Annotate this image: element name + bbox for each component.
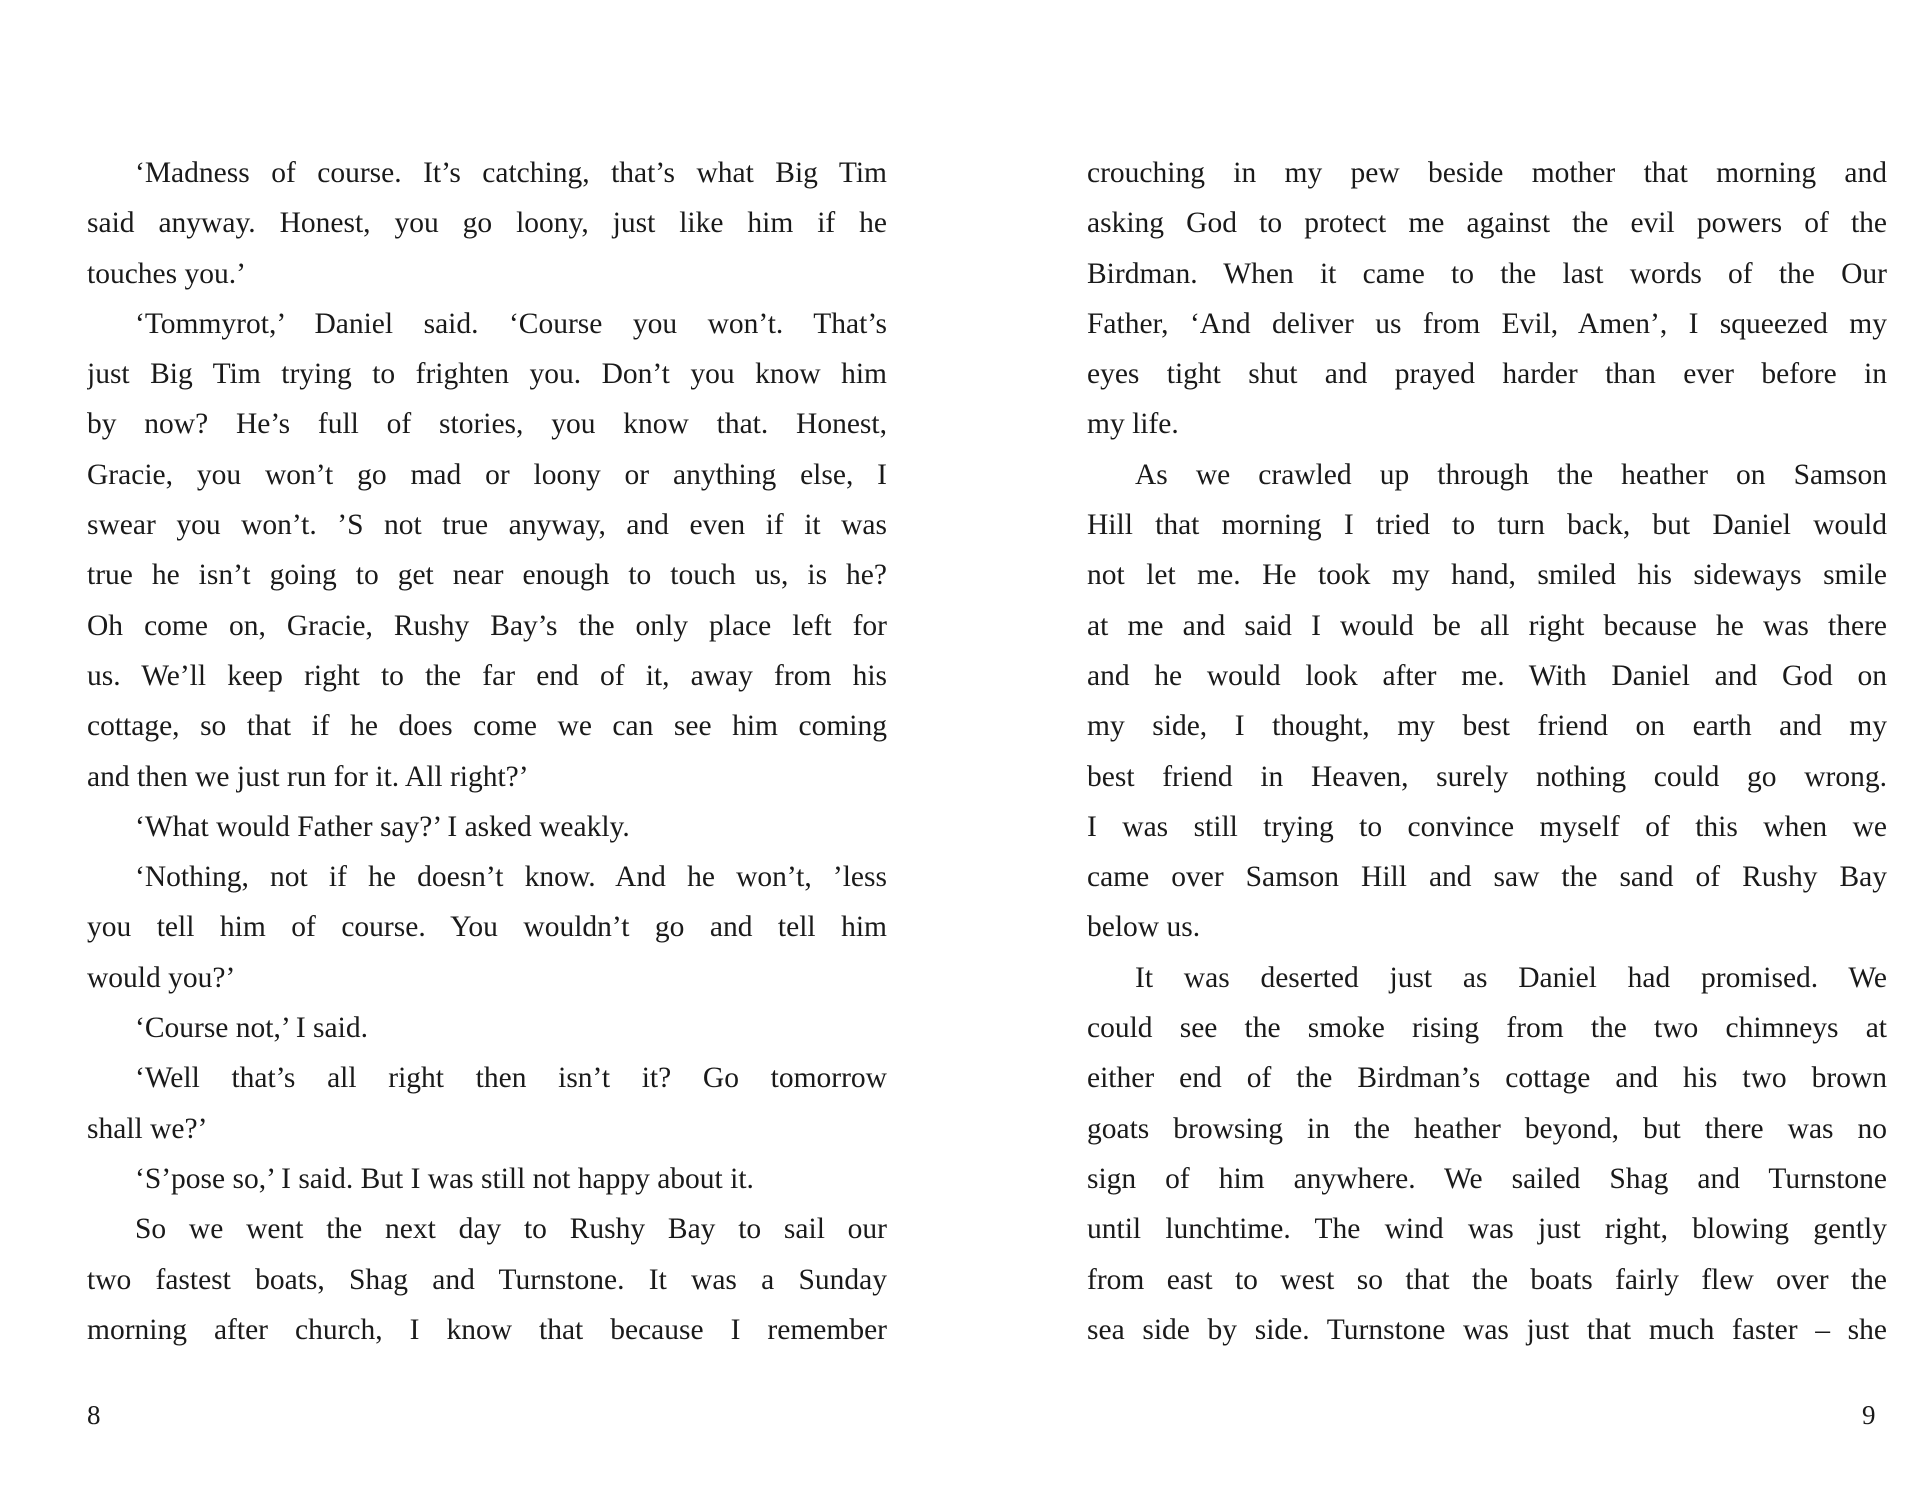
text-line: Birdman. When it came to the last words of the Our xyxy=(1087,257,1887,290)
text-line: cottage, so that if he does come we can see him coming xyxy=(87,710,887,743)
text-line: you tell him of course. You wouldn’t go and tell him xyxy=(87,911,887,944)
text-line: until lunchtime. The wind was just right, blowing gently xyxy=(1087,1213,1887,1246)
text-line: best friend in Heaven, surely nothing could go wrong. xyxy=(1087,760,1887,793)
text-line: ‘Madness of course. It’s catching, that’s what Big Tim xyxy=(135,157,887,189)
text-line: morning after church, I know that because I remember xyxy=(87,1313,887,1346)
text-line: sea side by side. Turnstone was just that much faster – she xyxy=(1087,1313,1887,1346)
text-line: crouching in my pew beside mother that morning and xyxy=(1087,157,1887,189)
text-line: ‘S’pose so,’ I said. But I was still not happy about it. xyxy=(135,1162,754,1195)
text-line: came over Samson Hill and saw the sand of Rushy Bay xyxy=(1087,861,1887,894)
text-line: my life. xyxy=(1087,408,1179,441)
text-line: Father, ‘And deliver us from Evil, Amen’, I squeezed my xyxy=(1087,307,1887,340)
text-line: ‘Well that’s all right then isn’t it? Go tomorrow xyxy=(135,1062,887,1095)
text-line: either end of the Birdman’s cottage and his two brown xyxy=(1087,1062,1887,1095)
page-number-right: 9 xyxy=(1862,1400,1876,1430)
text-line: not let me. He took my hand, smiled his sideways smile xyxy=(1087,559,1887,592)
right-page-text xyxy=(1087,148,1887,1355)
text-line: true he isn’t going to get near enough to touch us, is he? xyxy=(87,559,887,592)
text-line: ‘Course not,’ I said. xyxy=(135,1012,368,1045)
text-line: us. We’ll keep right to the far end of it, away from his xyxy=(87,659,887,692)
text-line: shall we?’ xyxy=(87,1112,208,1145)
text-line: sign of him anywhere. We sailed Shag and Turnstone xyxy=(1087,1162,1887,1195)
text-line: would you?’ xyxy=(87,961,236,994)
text-line: It was deserted just as Daniel had promised. We xyxy=(1135,961,1887,994)
text-line: eyes tight shut and prayed harder than ever before in xyxy=(1087,358,1887,391)
text-line: Oh come on, Gracie, Rushy Bay’s the only place left for xyxy=(87,609,887,642)
text-line: and then we just run for it. All right?’ xyxy=(87,760,529,793)
text-line: touches you.’ xyxy=(87,257,246,290)
text-line: just Big Tim trying to frighten you. Don’t you know him xyxy=(87,358,887,391)
text-line: by now? He’s full of stories, you know that. Honest, xyxy=(87,408,887,441)
text-line: I was still trying to convince myself of this when we xyxy=(1087,810,1887,843)
text-line: and he would look after me. With Daniel and God on xyxy=(1087,659,1887,692)
text-line: So we went the next day to Rushy Bay to sail our xyxy=(135,1213,887,1246)
text-line: Hill that morning I tried to turn back, but Daniel would xyxy=(1087,509,1887,542)
page-number-left: 8 xyxy=(87,1400,101,1430)
text-line: asking God to protect me against the evil powers of the xyxy=(1087,207,1887,240)
text-line: swear you won’t. ’S not true anyway, and even if it was xyxy=(87,509,887,542)
text-line: said anyway. Honest, you go loony, just like him if he xyxy=(87,207,887,240)
text-line: my side, I thought, my best friend on earth and my xyxy=(1087,710,1887,743)
text-line: below us. xyxy=(1087,911,1201,944)
text-line: Gracie, you won’t go mad or loony or anything else, I xyxy=(87,458,887,491)
text-line: ‘Tommyrot,’ Daniel said. ‘Course you won’t. That’s xyxy=(135,307,887,340)
text-line: ‘Nothing, not if he doesn’t know. And he won’t, ’less xyxy=(135,861,887,894)
text-line: from east to west so that the boats fairly flew over the xyxy=(1087,1263,1887,1296)
text-line: goats browsing in the heather beyond, but there was no xyxy=(1087,1112,1887,1145)
text-line: As we crawled up through the heather on Samson xyxy=(1135,458,1887,491)
text-line: two fastest boats, Shag and Turnstone. It was a Sunday xyxy=(87,1263,887,1296)
text-line: at me and said I would be all right because he was there xyxy=(1087,609,1887,642)
text-line: ‘What would Father say?’ I asked weakly. xyxy=(135,810,630,843)
left-page-text xyxy=(87,148,887,1355)
text-line: could see the smoke rising from the two chimneys at xyxy=(1087,1012,1887,1045)
